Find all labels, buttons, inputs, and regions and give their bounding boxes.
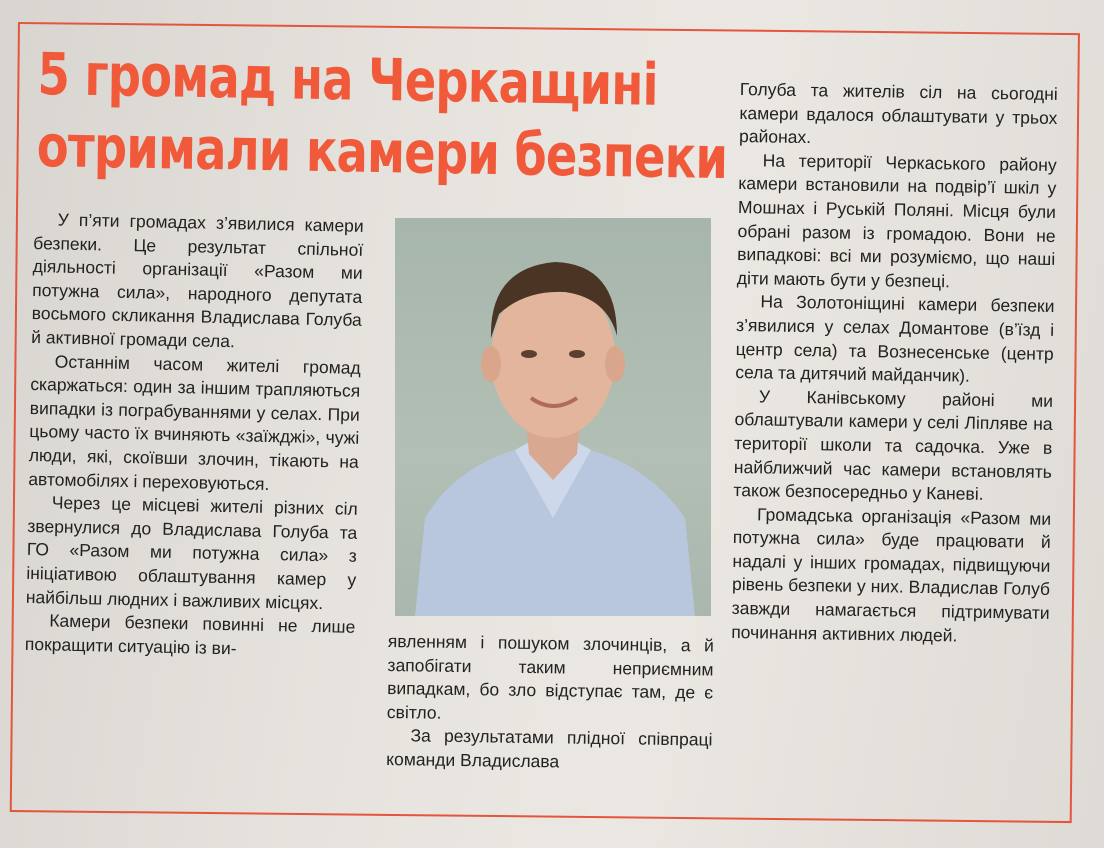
paragraph: Через це місцеві жителі різних сіл звернулися до Владислава Голуба та ГО «Разом ми потужна сила» з ініціативою облаштування камер у найбільш людних і важливих місцях.: [25, 492, 358, 613]
paragraph: За результатами плідної співпраці команди Владислава: [386, 725, 713, 772]
paragraph: Останнім часом жителі громад скаржаться: один за іншим трапляються випадки із пограбуваннями у селах. При цьому часто їх вчиняють «заїжджі», чужі люди, які, скоївши злочин, тікають на автомобілях і переховуються.: [28, 351, 361, 494]
paragraph: явленням і пошуком злочинців, а й запобігати таким неприємним випадкам, бо зло відступає там, де є світло.: [386, 630, 714, 723]
paragraph: Камери безпеки повинні не лише покращити ситуацію із ви-: [24, 610, 356, 659]
paragraph: У п’яти громадах з’явилися камери безпеки. Це результат спільної діяльності організації «Разом ми потужна сила», народного депутата восьмого скликання Владислава Голуба й активної громади села.: [31, 209, 364, 352]
headline-line-1: 5 громад на Черкащині: [37, 39, 659, 119]
paragraph: Громадська організація «Разом ми потужна сила» буде працювати й надалі у інших громадах, підвищуючи рівень безпеки у них. Владислав Голуб завжди намагається підтримувати починання активних людей.: [731, 504, 1052, 646]
paragraph: На Золотоніщині камери безпеки з’явилися у селах Домантове (в’їзд і центр села) та Вознесенське (центр села та дитячий майданчик).: [735, 291, 1055, 386]
paragraph: На території Черкаського району камери встановили на подвір’ї шкіл у Мошнах і Руській Поляні. Місця були обрані разом із громадою. Вони не випадкові: всі ми розуміємо, що наші діти мають бути у безпеці.: [736, 150, 1057, 292]
article-column-left: [25, 208, 364, 663]
paragraph: Голуба та жителів сіл на сьогодні камери вдалося облаштувати у трьох районах.: [738, 78, 1058, 148]
article-photo: [395, 218, 711, 616]
headline-line-2: отримали камери безпеки: [36, 111, 728, 193]
article-headline: [36, 38, 728, 193]
paragraph: У Канівському районі ми облаштували камери у селі Ліпляве на території школи та садочка. Уже в найближчий час камери встановлять також безпосередньо у Каневі.: [733, 386, 1054, 504]
article-column-right: [731, 78, 1058, 649]
portrait-image: [395, 218, 711, 616]
article-column-middle: [386, 630, 714, 776]
